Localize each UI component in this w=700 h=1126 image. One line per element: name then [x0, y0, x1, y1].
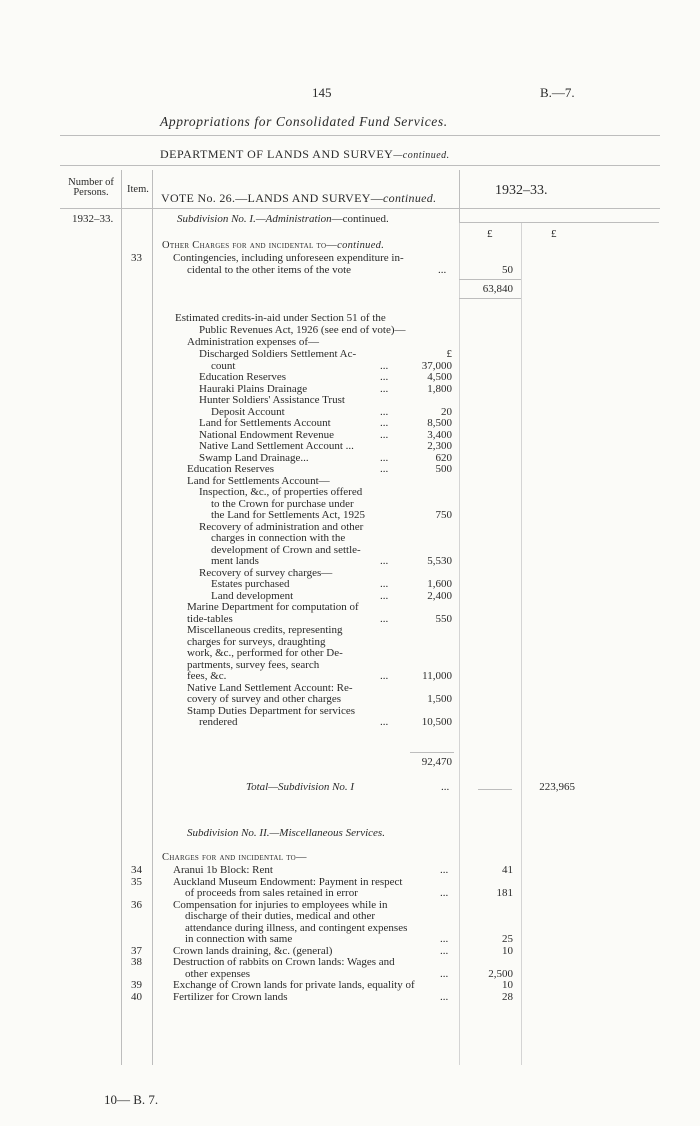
rule-after-number — [121, 170, 122, 1065]
item-33-dots: ... — [438, 264, 447, 276]
credit-item-dots: ... — [380, 670, 389, 682]
credit-item-dots: ... — [380, 359, 389, 372]
item-33-number: 33 — [131, 252, 142, 264]
credit-item-dots: ... — [380, 382, 389, 395]
item-number: 35 — [131, 875, 142, 888]
subdivision-1-suffix: —continued. — [331, 213, 389, 225]
other-charges-suffix: continued. — [337, 240, 385, 251]
vote-heading — [161, 191, 436, 206]
credit-item-label: Native Land Settlement Account: Re- — [187, 681, 353, 694]
page-number: 145 — [312, 85, 332, 100]
credit-item-amount: 11,000 — [422, 670, 452, 682]
credit-item-label: Marine Department for computation of — [187, 601, 359, 613]
credit-item-label: Stamp Duties Department for services — [187, 704, 356, 717]
item-33-amount: 50 — [502, 264, 513, 276]
credit-item-dots: ... — [380, 555, 389, 567]
item-amount: 2,500 — [488, 967, 513, 980]
document-reference: B.—7. — [540, 85, 575, 100]
item-description: attendance during illness, and contingent expenses — [185, 921, 408, 934]
item-number: 36 — [131, 898, 142, 911]
subdivision-2-heading: Subdivision No. II.—Miscellaneous Services. — [187, 827, 385, 839]
title-rule — [60, 135, 660, 136]
item-number: 34 — [131, 864, 142, 876]
credits-line-1: Estimated credits-in-aid under Section 51 of the — [175, 312, 386, 324]
credit-item-amount: 1,600 — [427, 578, 452, 590]
item-dots: ... — [440, 990, 449, 1003]
credit-item-label: Education Reserves — [199, 371, 287, 383]
credit-item-label: Swamp Land Drainage... — [199, 451, 309, 464]
credit-item-amount: 2,300 — [427, 440, 452, 452]
item-column-header: Item. — [127, 184, 149, 195]
subtotal-rule — [459, 279, 521, 280]
year-column-header: 1932–33. — [495, 183, 548, 198]
credit-item-label: Discharged Soldiers Settlement Ac- — [199, 348, 357, 360]
credit-item-label: Native Land Settlement Account ... — [199, 440, 354, 452]
item-dots: ... — [440, 944, 449, 957]
credit-item-label: Hauraki Plains Drainage — [199, 382, 308, 395]
credit-item-dots: ... — [380, 463, 389, 475]
number-of-persons-header: Number of Persons. — [68, 177, 114, 198]
vote-title: VOTE No. 26.—LANDS AND SURVEY— — [161, 191, 384, 205]
credit-item-amount: 3,400 — [427, 428, 452, 441]
credit-item-amount: 37,000 — [421, 359, 452, 372]
item-amount: 25 — [502, 933, 513, 945]
credit-item-label: count — [211, 359, 236, 372]
money-header-rule — [459, 222, 659, 223]
item-description: of proceeds from sales retained in error — [185, 887, 358, 899]
credit-item-amount: 500 — [435, 463, 452, 475]
item-description: discharge of their duties, medical and other — [185, 910, 376, 922]
credits-line-2: Public Revenues Act, 1926 (see end of vote)— — [199, 324, 406, 336]
item-description: other expenses — [185, 967, 251, 980]
item-amount: 181 — [496, 887, 513, 899]
credit-item-dots: ... — [380, 371, 389, 383]
department-suffix: —continued. — [393, 150, 450, 161]
credit-item-amount: 1,500 — [427, 693, 452, 705]
credits-total-rule — [410, 752, 454, 753]
credit-item-amount: 2,400 — [427, 589, 452, 602]
subdivision-1-heading — [177, 213, 389, 225]
subtotal-amount: 63,840 — [482, 283, 513, 295]
item-number: 40 — [131, 990, 142, 1003]
credit-item-label: National Endowment Revenue — [199, 428, 335, 441]
credit-item-label: Recovery of administration and other — [199, 520, 364, 533]
credit-item-amount: £ — [446, 348, 452, 360]
item-description: Auckland Museum Endowment: Payment in respect — [173, 875, 403, 888]
other-charges-heading — [162, 240, 384, 251]
item-33-description: Contingencies, including unforeseen expenditure in- — [173, 252, 404, 264]
credit-item-amount: 550 — [435, 612, 452, 625]
credit-item-dots: ... — [380, 405, 389, 418]
vote-title-suffix: continued. — [383, 191, 437, 205]
item-description: Fertilizer for Crown lands — [173, 990, 288, 1003]
credits-line-3: Administration expenses of— — [187, 336, 319, 348]
item-description: Crown lands draining, &c. (general) — [173, 944, 333, 957]
credit-item-label: Deposit Account — [211, 405, 285, 418]
item-dots: ... — [440, 933, 449, 945]
credit-item-label: rendered — [199, 716, 238, 728]
subdivision-1-total-amount: 223,965 — [539, 781, 575, 793]
credit-item-amount: 8,500 — [427, 417, 452, 429]
credit-item-dots: ... — [380, 612, 389, 625]
item-dots: ... — [440, 864, 449, 876]
credit-item-label: to the Crown for purchase under — [211, 497, 354, 510]
item-description: Destruction of rabbits on Crown lands: Wages and — [173, 956, 395, 968]
item-description: Exchange of Crown lands for private lands, equality of — [173, 979, 415, 991]
item-description: Aranui 1b Block: Rent — [173, 864, 273, 876]
item-amount: 41 — [502, 864, 513, 876]
credit-item-dots: ... — [380, 428, 389, 441]
credits-total: 92,470 — [421, 756, 452, 768]
charges-heading: Charges for and incidental to— — [162, 852, 307, 863]
credit-item-label: charges for surveys, draughting — [187, 635, 326, 648]
subdivision-1-dash — [478, 789, 512, 790]
credit-item-label: Education Reserves — [187, 463, 275, 475]
credit-item-dots: ... — [380, 716, 389, 728]
page-footer: 10— B. 7. — [104, 1092, 159, 1107]
credit-item-amount: 20 — [441, 405, 452, 418]
department-rule — [60, 165, 660, 166]
item-dots: ... — [440, 967, 449, 980]
credit-item-label: work, &c., performed for other De- — [187, 647, 343, 659]
credit-item-label: Land development — [211, 589, 294, 602]
credit-item-label: Estates purchased — [211, 578, 290, 590]
page-title: Appropriations for Consolidated Fund Services. — [160, 114, 448, 129]
credit-item-label: partments, survey fees, search — [187, 658, 320, 671]
department-name: DEPARTMENT OF LANDS AND SURVEY — [160, 147, 394, 161]
item-amount: 10 — [502, 979, 513, 991]
credit-item-label: Land for Settlements Account — [199, 417, 331, 429]
item-33-description-cont: cidental to the other items of the vote — [187, 264, 352, 276]
credit-item-label: tide-tables — [187, 612, 233, 625]
credit-item-dots: ... — [380, 417, 389, 429]
subtotal-rule-2 — [459, 298, 521, 299]
rule-after-item — [152, 170, 153, 1065]
credit-item-label: charges in connection with the — [211, 532, 346, 544]
credit-item-label: ment lands — [211, 555, 259, 567]
currency-col2: £ — [551, 228, 557, 240]
rule-money-2 — [521, 222, 522, 1065]
credit-item-dots: ... — [380, 451, 389, 464]
credit-item-amount: 10,500 — [421, 716, 452, 728]
left-year-label: 1932–33. — [72, 213, 114, 225]
credit-item-amount: 5,530 — [427, 555, 452, 567]
credit-item-amount: 750 — [435, 509, 452, 521]
item-amount: 28 — [502, 990, 513, 1003]
item-description: Compensation for injuries to employees while in — [173, 898, 388, 911]
header-rule — [60, 208, 660, 209]
item-amount: 10 — [502, 944, 513, 957]
credit-item-label: Miscellaneous credits, representing — [187, 624, 343, 636]
subdivision-1-title: Subdivision No. I.—Administration — [177, 213, 332, 225]
currency-col1: £ — [487, 228, 493, 240]
item-number: 38 — [131, 956, 142, 968]
item-number: 37 — [131, 944, 142, 957]
department-heading — [160, 147, 450, 162]
rule-before-money — [459, 170, 460, 222]
item-description: in connection with same — [185, 933, 293, 945]
other-charges-label: Other Charges for and incidental to— — [162, 240, 338, 251]
credit-item-label: covery of survey and other charges — [187, 693, 342, 705]
item-dots: ... — [440, 887, 449, 899]
item-number: 39 — [131, 979, 142, 991]
credit-item-dots: ... — [380, 589, 389, 602]
credit-item-label: Recovery of survey charges— — [199, 566, 333, 579]
credit-item-label: Inspection, &c., of properties offered — [199, 486, 363, 498]
credit-item-label: Hunter Soldiers' Assistance Trust — [199, 394, 345, 406]
credit-item-amount: 4,500 — [427, 371, 452, 383]
subdivision-1-total-label: Total—Subdivision No. I — [246, 781, 355, 793]
credit-item-amount: 620 — [435, 451, 452, 464]
credit-item-label: fees, &c. — [187, 670, 227, 682]
subdivision-1-total-dots: ... — [441, 781, 450, 793]
credit-item-dots: ... — [380, 578, 389, 590]
credit-item-label: Land for Settlements Account— — [187, 474, 330, 487]
credit-item-amount: 1,800 — [427, 382, 452, 395]
credit-item-label: the Land for Settlements Act, 1925 — [211, 509, 365, 521]
credit-item-label: development of Crown and settle- — [211, 543, 361, 556]
